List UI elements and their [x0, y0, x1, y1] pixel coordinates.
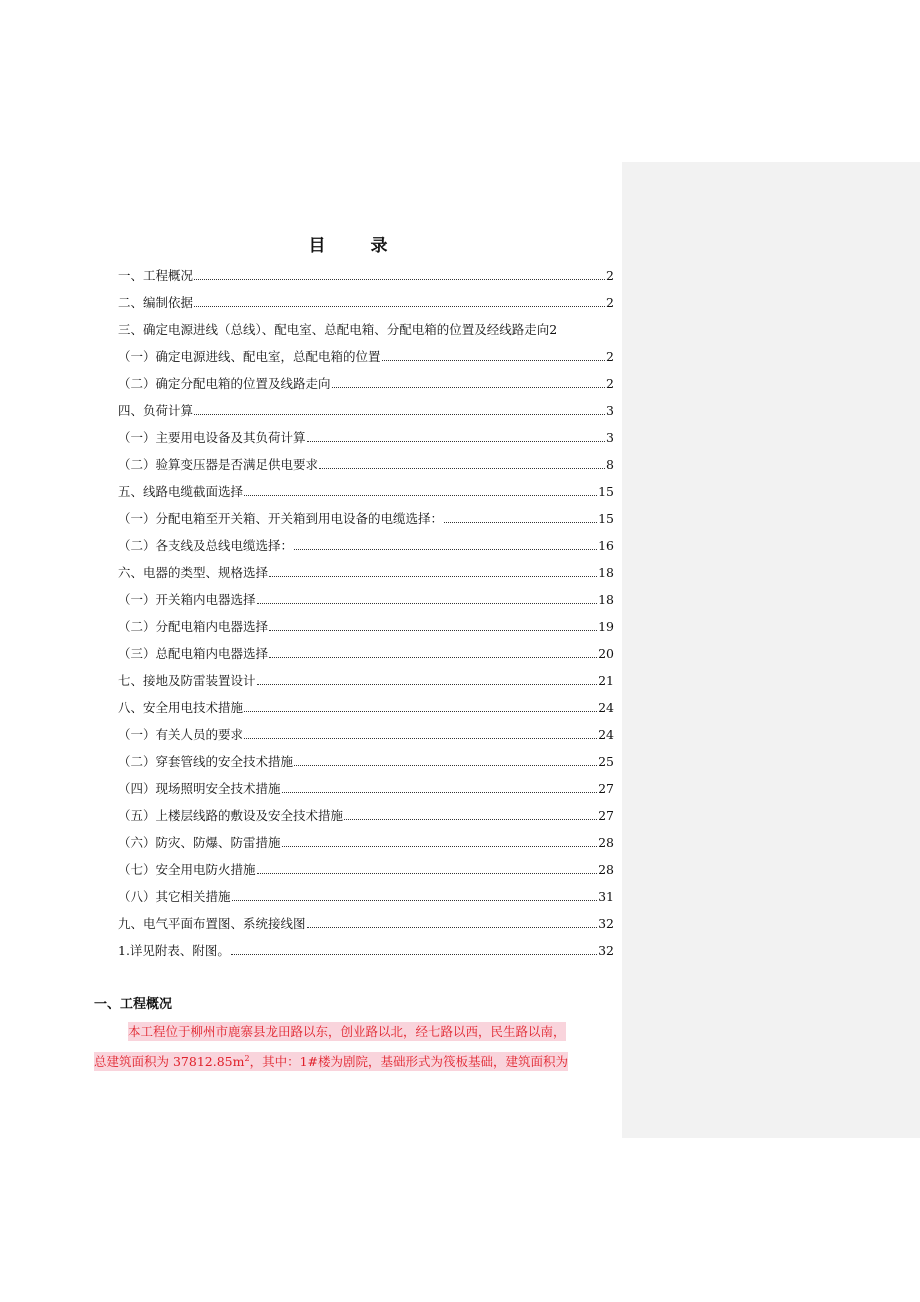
toc-dot-leader [269, 576, 597, 577]
toc-entry-title: 五、线路电缆截面选择 [118, 484, 244, 499]
toc-dot-leader [269, 657, 597, 658]
highlighted-text: 本工程位于柳州市鹿寨县龙田路以东，创业路以北，经七路以西，民生路以南， [128, 1024, 566, 1039]
toc-entry[interactable] [118, 667, 614, 694]
toc-dot-leader [257, 684, 598, 685]
toc-entry-page: 28 [598, 862, 614, 877]
toc-entry-title: （二）验算变压器是否满足供电要求 [118, 457, 319, 472]
toc-entry[interactable] [118, 937, 614, 964]
toc-entry-page: 19 [598, 619, 614, 634]
toc-entry[interactable] [118, 397, 614, 424]
area-text: 总建筑面积为 37812.85m [94, 1054, 245, 1070]
toc-entry-title: （四）现场照明安全技术措施 [118, 781, 281, 796]
toc-entry-title: （二）确定分配电箱的位置及线路走向 [118, 376, 331, 391]
toc-entry-page: 27 [598, 781, 614, 796]
toc-entry-title: （二）穿套管线的安全技术措施 [118, 754, 294, 769]
toc-entry[interactable] [118, 613, 614, 640]
toc-dot-leader [344, 819, 597, 820]
toc-entry-page: 15 [598, 484, 614, 499]
toc-entry-page: 2 [606, 295, 614, 310]
toc-entry[interactable] [118, 289, 614, 316]
toc-entry-page: 24 [598, 700, 614, 715]
toc-dot-leader [294, 549, 597, 550]
toc-entry-title: （一）有关人员的要求 [118, 727, 244, 742]
toc-entry[interactable] [118, 694, 614, 721]
toc-entry-title: （六）防灾、防爆、防雷措施 [118, 835, 281, 850]
toc-entry-page: 18 [598, 592, 614, 607]
toc-entry-title: 1.详见附表、附图。 [118, 943, 230, 958]
toc-entry[interactable] [118, 910, 614, 937]
toc-dot-leader [307, 927, 598, 928]
toc-dot-leader [232, 900, 598, 901]
toc-dot-leader [257, 873, 598, 874]
toc-entry[interactable] [118, 532, 614, 559]
highlighted-text [94, 1052, 568, 1071]
toc-entry-page: 31 [598, 889, 614, 904]
toc-title: 目 录 [308, 236, 402, 256]
toc-entry[interactable] [118, 802, 614, 829]
toc-entry-title: （七）安全用电防火措施 [118, 862, 256, 877]
toc-dot-leader [244, 738, 597, 739]
paragraph-line [94, 1018, 615, 1045]
toc-entry[interactable] [118, 829, 614, 856]
toc-entry-page: 32 [598, 916, 614, 931]
toc-entry-title: （八）其它相关措施 [118, 889, 231, 904]
toc-entry-page: 15 [598, 511, 614, 526]
description-text: ，其中：1#楼为剧院，基础形式为筏板基础，建筑面积为 [249, 1054, 569, 1070]
toc-dot-leader [282, 846, 598, 847]
overview-paragraph [94, 1018, 615, 1072]
toc-entry-page: 2 [549, 322, 558, 337]
toc-dot-leader [244, 495, 597, 496]
toc-entry-title: 七、接地及防雷装置设计 [118, 673, 256, 688]
toc-dot-leader [257, 603, 598, 604]
toc-entry-page: 18 [598, 565, 614, 580]
toc-entry[interactable] [118, 478, 614, 505]
toc-entry-title: （一）分配电箱至开关箱、开关箱到用电设备的电缆选择： [118, 511, 444, 526]
toc-entry[interactable] [118, 343, 614, 370]
toc-entry[interactable] [118, 559, 614, 586]
toc-dot-leader [382, 360, 606, 361]
toc-entry-page: 32 [598, 943, 614, 958]
toc-entry[interactable] [118, 451, 614, 478]
toc-dot-leader [307, 441, 606, 442]
toc-entry[interactable] [118, 748, 614, 775]
toc-entry[interactable] [118, 856, 614, 883]
toc-entry-page: 2 [606, 268, 614, 283]
toc-entry-title: （一）确定电源进线、配电室，总配电箱的位置 [118, 349, 381, 364]
toc-dot-leader [269, 630, 597, 631]
table-of-contents [118, 262, 614, 964]
toc-entry-title: （一）开关箱内电器选择 [118, 592, 256, 607]
toc-entry-title: （二）各支线及总线电缆选择： [118, 538, 294, 553]
toc-dot-leader [194, 279, 605, 280]
toc-entry[interactable] [118, 775, 614, 802]
toc-dot-leader [444, 522, 597, 523]
toc-entry[interactable] [118, 505, 614, 532]
superscript: 2 [244, 1054, 250, 1063]
toc-entry-page: 3 [606, 403, 614, 418]
toc-entry-page: 25 [598, 754, 614, 769]
toc-entry-title: （三）总配电箱内电器选择 [118, 646, 269, 661]
toc-dot-leader [294, 765, 597, 766]
toc-entry-title: （一）主要用电设备及其负荷计算 [118, 430, 306, 445]
toc-entry-title: 二、编制依据 [118, 295, 194, 310]
toc-entry-title: （二）分配电箱内电器选择 [118, 619, 269, 634]
toc-dot-leader [282, 792, 598, 793]
toc-dot-leader [319, 468, 605, 469]
toc-entry-page: 21 [598, 673, 614, 688]
toc-entry-title: 一、工程概况 [118, 268, 194, 283]
toc-entry-title: 六、电器的类型、规格选择 [118, 565, 269, 580]
toc-dot-leader [194, 414, 605, 415]
toc-entry[interactable] [118, 721, 614, 748]
toc-entry-title: 四、负荷计算 [118, 403, 194, 418]
toc-entry-page: 20 [598, 646, 614, 661]
toc-entry-page: 2 [606, 376, 614, 391]
toc-dot-leader [194, 306, 605, 307]
section-heading: 一、工程概况 [94, 997, 173, 1012]
toc-entry-page: 16 [598, 538, 614, 553]
toc-entry-page: 3 [606, 430, 614, 445]
toc-dot-leader [244, 711, 597, 712]
toc-entry-page: 24 [598, 727, 614, 742]
toc-entry-title: 八、安全用电技术措施 [118, 700, 244, 715]
toc-entry[interactable] [118, 316, 614, 343]
toc-entry-title: （五）上楼层线路的敷设及安全技术措施 [118, 808, 344, 823]
toc-entry-title: 九、电气平面布置图、系统接线图 [118, 916, 306, 931]
toc-entry[interactable] [118, 424, 614, 451]
toc-entry-title: 三、确定电源进线（总线）、配电室、总配电箱、分配电箱的位置及经线路走向 [118, 322, 550, 337]
toc-entry-page: 8 [606, 457, 614, 472]
toc-entry[interactable] [118, 883, 614, 910]
comment-pane [622, 162, 920, 1138]
toc-entry[interactable] [118, 586, 614, 613]
toc-entry-page: 27 [598, 808, 614, 823]
toc-dot-leader [332, 387, 606, 388]
toc-entry[interactable] [118, 262, 614, 289]
toc-entry-page: 28 [598, 835, 614, 850]
toc-entry[interactable] [118, 640, 614, 667]
toc-entry[interactable] [118, 370, 614, 397]
paragraph-line [94, 1045, 615, 1072]
toc-entry-page: 2 [606, 349, 614, 364]
toc-dot-leader [231, 954, 597, 955]
